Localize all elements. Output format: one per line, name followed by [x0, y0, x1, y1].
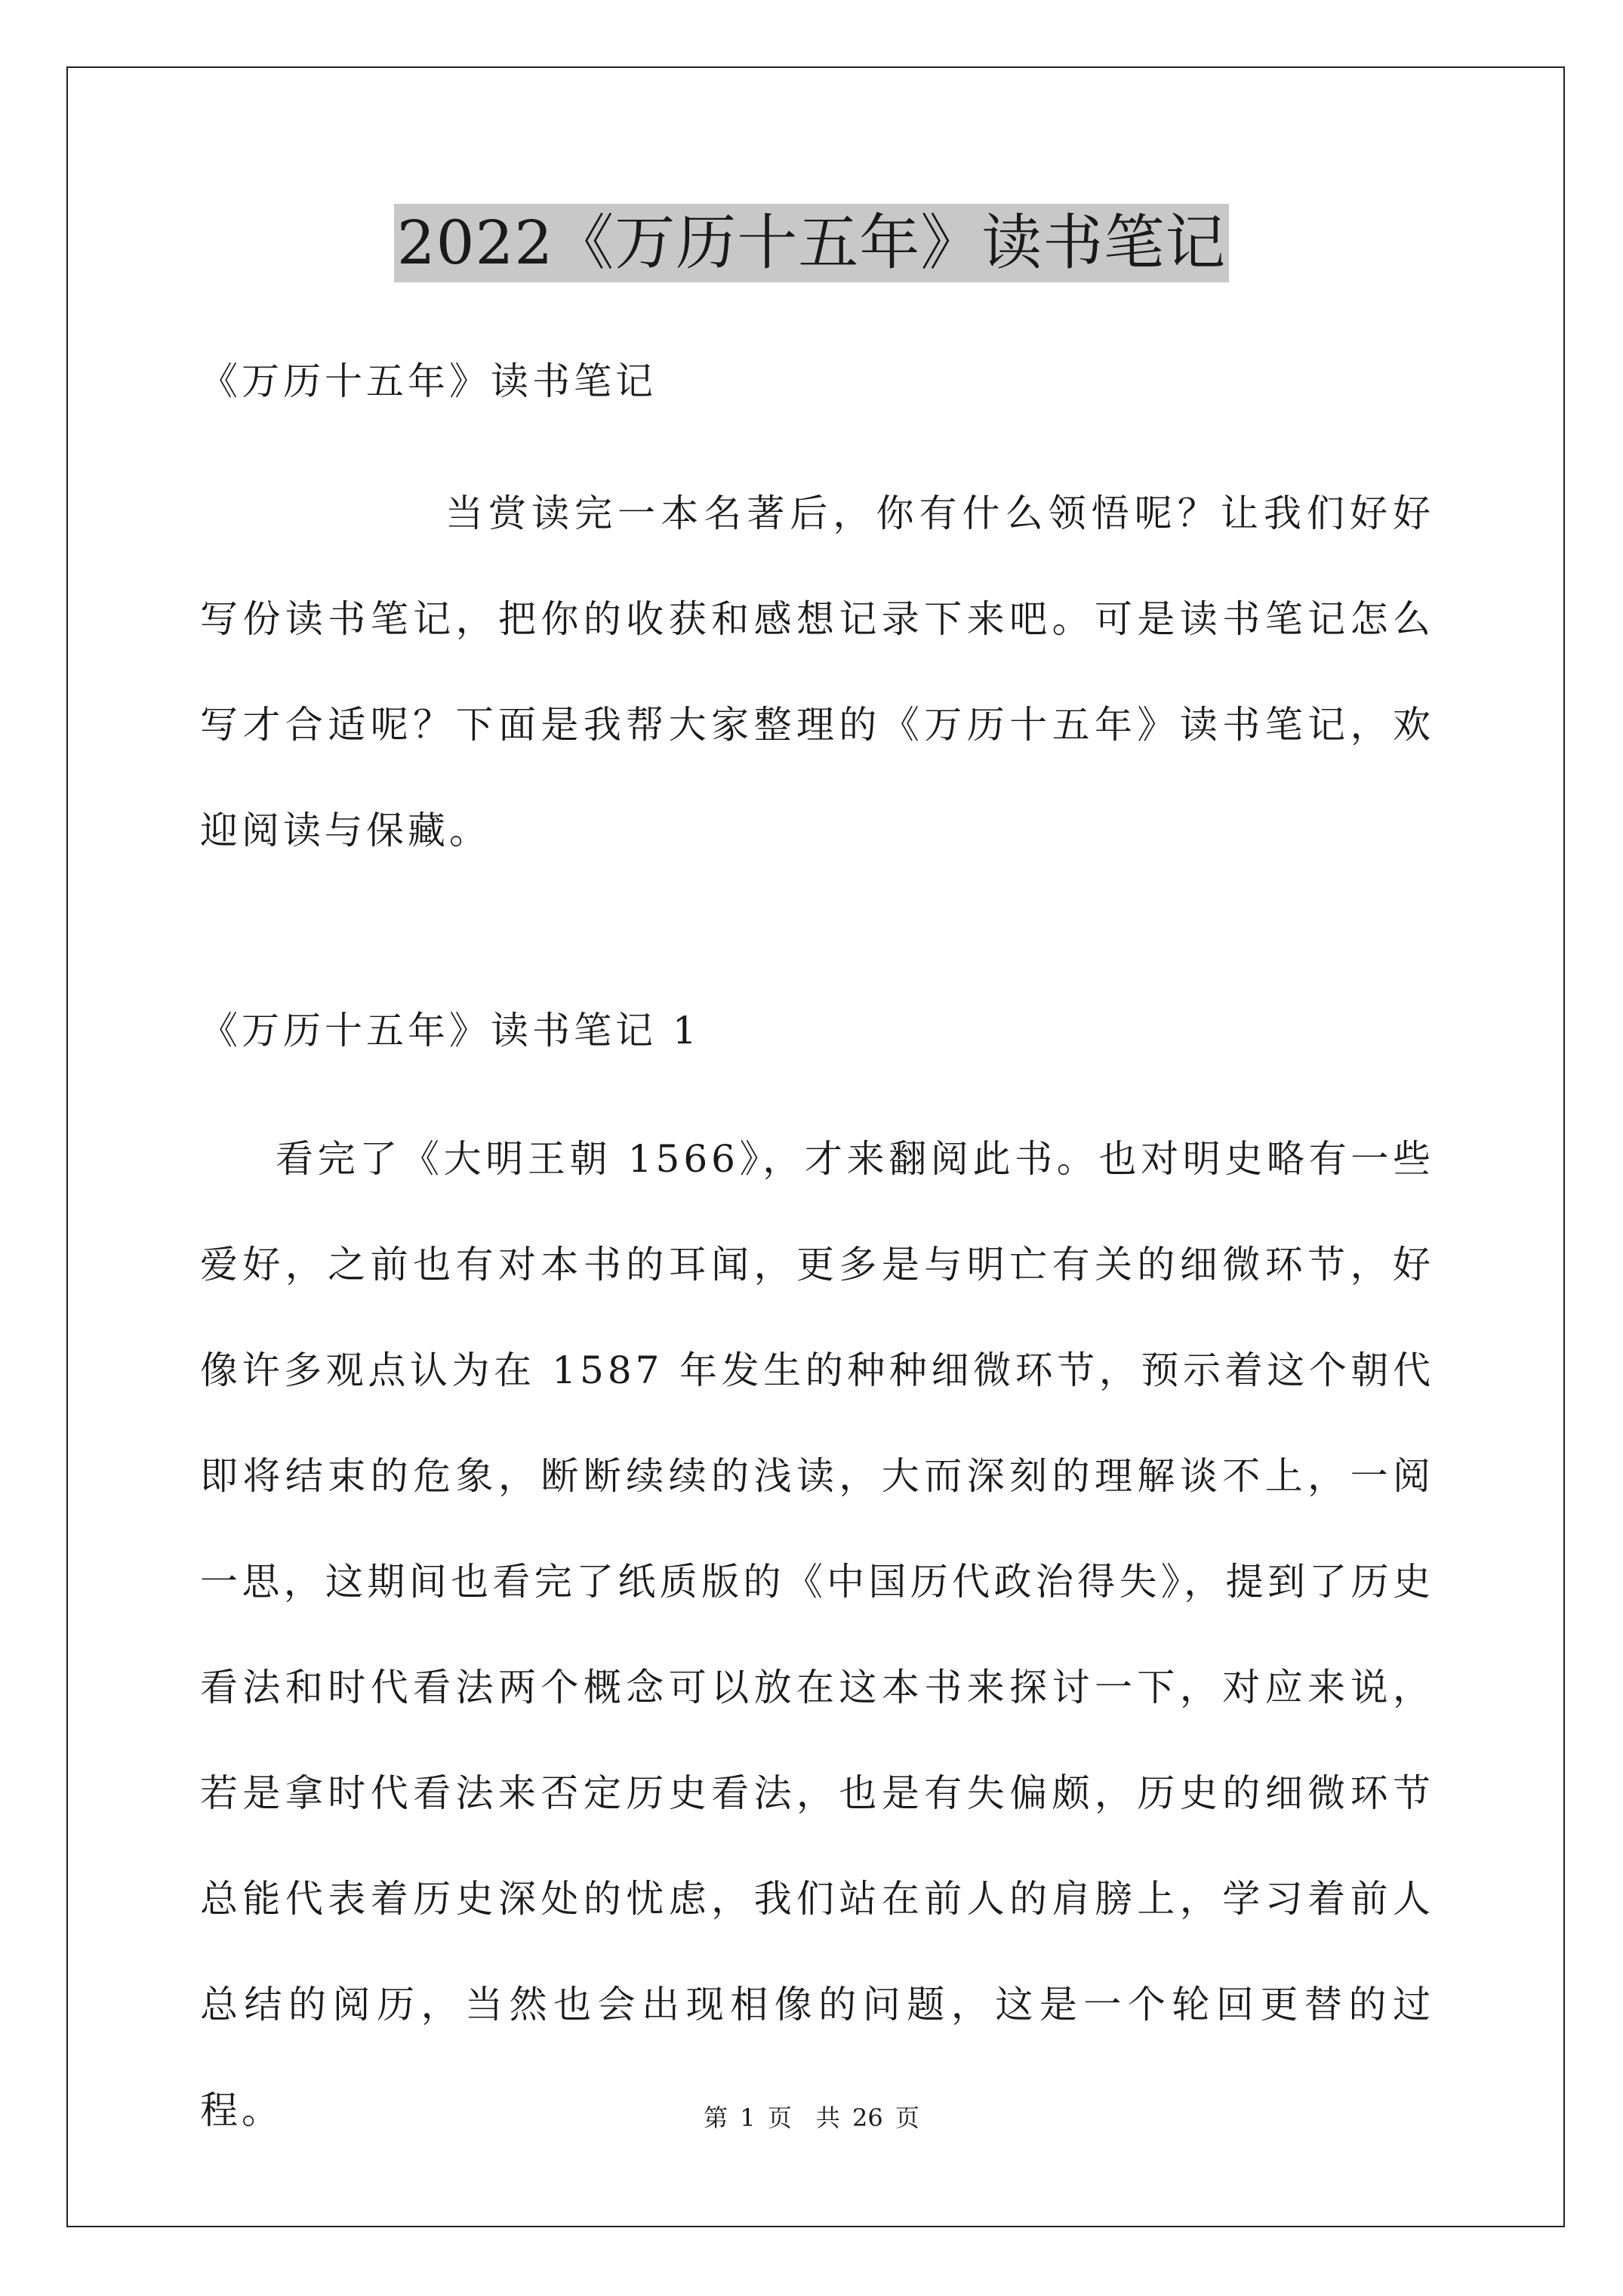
page-footer: 第 1 页 共 26 页 [704, 2103, 919, 2132]
document-subtitle: 《万历十五年》读书笔记 [200, 359, 657, 403]
title-container [0, 204, 1623, 282]
body-paragraph: 看完了《大明王朝 1566》，才来翻阅此书。也对明史略有一些爱好，之前也有对本书的耳闻，更多是与明亡有关的细微环节，好像许多观点认为在 1587 年发生的种种细微环节，预示着这个朝代即将结束的危象，断断续续的浅读，大而深刻的理解谈不上，一阅一思，这期间也看完了纸质版的《中国历代政治得失》，提到了历史看法和时代看法两个概念可以放在这本书来探讨一下，对应来说，若是拿时代看法来否定历史看法，也是有失偏颇，历史的细微环节总能代表着历史深处的忧虑，我们站在前人的肩膀上，学习着前人总结的阅历，当然也会出现相像的问题，这是一个轮回更替的过程。 [200, 1137, 1434, 2132]
section-heading: 《万历十五年》读书笔记 1 [200, 1009, 701, 1052]
document-title: 2022《万历十五年》读书笔记 [394, 204, 1230, 282]
intro-paragraph: 当赏读完一本名著后，你有什么领悟呢？让我们好好写份读书笔记，把你的收获和感想记录下来吧。可是读书笔记怎么写才合适呢？下面是我帮大家整理的《万历十五年》读书笔记，欢迎阅读与保藏。 [200, 492, 1434, 852]
